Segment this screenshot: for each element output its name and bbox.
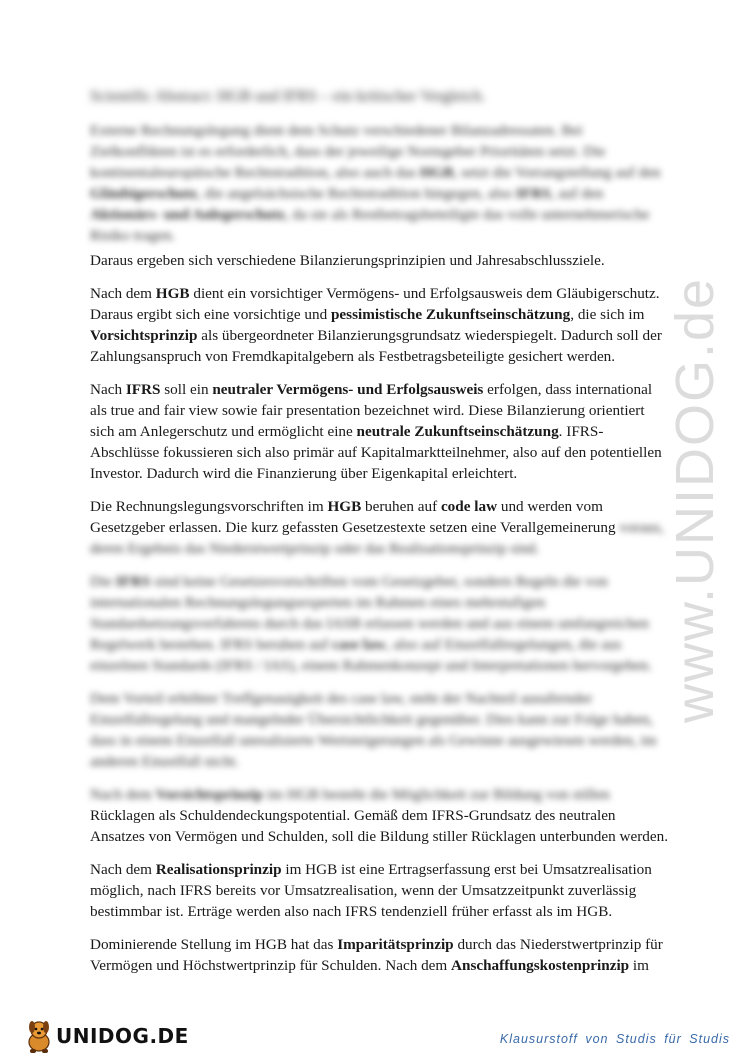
text-span: Nach dem (90, 786, 156, 803)
text-span: dient ein vorsichtiger Vermögens- und Erfolgsausweis dem Gläubigerschutz. Daraus ergibt sich eine vorsichtige und (90, 285, 660, 323)
watermark (660, 270, 730, 730)
bold-text: pessimistische Zukunftseinschätzung (330, 306, 571, 323)
logo-text: UNIDOG.DE (56, 1024, 189, 1048)
text-span: als übergeordneter Bilanzierungsgrundsatz wiederspiegelt. Dadurch soll der Zahlungsanspruch von Fremdkapitalgebern als Festbetragsbeteiligte gesichert werden. (90, 327, 662, 365)
text-span: im HGB ist eine Ertragserfassung erst bei Umsatzrealisation möglich, nach IFRS bereits vor Umsatzrealisation, wenn der Umsatzzeitpunkt zuverlässig bestimmbar ist. Erträge werden also nach IFRS tendenziell früher erfasst als im HGB. (90, 861, 652, 920)
text-span: im (629, 957, 649, 974)
bold-text: HGB (155, 285, 190, 302)
paragraph-7 (90, 784, 670, 847)
bold-text: IFRS (125, 381, 161, 398)
bold-text: HGB (327, 498, 362, 515)
bold-text: Anschaffungskostenprinzip (451, 957, 630, 974)
document-body (90, 88, 670, 988)
paragraph-5-blurred (90, 571, 670, 676)
text-span: , auf den (550, 185, 604, 202)
text-span: Rücklagen als Schuldendeckungspotential. Gemäß dem IFRS-Grundsatz des neutralen Ansatzes von Vermögen und Schulden, soll die Bildung stiller Rücklagen unterbunden werden. (90, 807, 668, 845)
text-span: , da sie als Restbetragsbeteiligte das volle unternehmerische Risiko tragen. (90, 206, 650, 244)
paragraph-1-blurred (90, 120, 670, 246)
watermark-text: www.UNIDOG.de (665, 276, 725, 724)
blurred-text: voraus, deren Ergebnis das Niederstwertprinzip oder das Realisationsprinzip sind. (90, 519, 664, 557)
blurred-line (90, 784, 670, 805)
bold-text: IFRS (115, 573, 151, 590)
text-span: . IFRS-Abschlüsse fokussieren sich also primär auf Kapitalmarktteilnehmer, also auf den potentiellen Investor. Dadurch wird die Finanzierung über Eigenkapital erleichtert. (90, 423, 662, 482)
bold-text: case law (332, 636, 386, 653)
text-span: Nach dem (90, 285, 156, 302)
text-span: Dominierende Stellung im HGB hat das (90, 936, 338, 953)
text-span: Externe Rechnungslegung dient dem Schutz verschiedener Bilanzadressaten. Bei Zielkonflikten ist es erforderlich, dass der jeweilige Normgeber Prioritäten setzt. Die kontinentaleuropäische Rechtstradition, also auch das (90, 122, 606, 181)
bold-text: neutraler Vermögens- und Erfolgsausweis (212, 381, 484, 398)
text-span: , setzt die Vorrangstellung auf den (453, 164, 661, 181)
paragraph-8 (90, 859, 670, 922)
unidog-logo[interactable] (24, 1016, 189, 1056)
text-span: soll ein (160, 381, 213, 398)
paragraph-4 (90, 496, 670, 559)
text-span: Nach dem (90, 861, 156, 878)
bold-text: Vorsichtsprinzip (155, 786, 264, 803)
paragraph-2 (90, 283, 670, 367)
page-footer (0, 1000, 750, 1060)
text-span: im HGB besteht die Möglichkeit zur Bildung von stillen (263, 786, 610, 803)
dog-mascot-icon (24, 1018, 54, 1054)
text-span: , die angelsächsische Rechtstradition hingegen, also (197, 185, 517, 202)
bold-text: IFRS (516, 185, 551, 202)
bold-text: Vorsichtsprinzip (90, 327, 198, 344)
text-span: Die (90, 573, 116, 590)
paragraph-6-blurred: Dem Vorteil erhöhter Treffgenauigkeit des case law, steht der Nachteil ausufernder Einzelfallregelung und mangelnder Übersichtlichkeit gegenüber. Dies kann zur Folge haben, dass in einem Einzelfall unrealisierte Wertsteigerungen als Gewinne ausgewiesen werden, im anderen Einzelfall nicht. (90, 690, 657, 770)
document-title: Scientific Abstract: HGB und IFRS – ein kritischer Vergleich. (90, 88, 486, 105)
bold-text: neutrale Zukunftseinschätzung (356, 423, 559, 440)
paragraph-9 (90, 934, 670, 976)
bold-text: Imparitätsprinzip (337, 936, 454, 953)
paragraph-3 (90, 379, 670, 484)
bold-text: HGB (419, 164, 454, 181)
text-span: und werden vom Gesetzgeber erlassen. Die kurz gefassten Gesetzestexte setzen eine Verallgemeinerung (90, 498, 620, 536)
text-span: , also auf Einzelfallregelungen, die aus einzelnen Standards (IFRS / IAS), einem Rahmenkonzept und Interpretationen hervorgehen. (90, 636, 652, 674)
paragraph-1-last-line: Daraus ergeben sich verschiedene Bilanzierungsprinzipien und Jahresabschlussziele. (90, 252, 605, 269)
bold-text: Gläubigerschutz (90, 185, 198, 202)
bold-text: Realisationsprinzip (155, 861, 282, 878)
text-span: erfolgen, dass international als true and fair view sowie fair presentation bezeichnet wird. Diese Bilanzierung orientiert sich am Anlegerschutz und ermöglicht eine (90, 381, 653, 440)
bold-text: Aktionärs- und Anlegerschutz (90, 206, 285, 223)
text-span: , die sich im (570, 306, 645, 323)
bold-text: code law (440, 498, 498, 515)
text-span: Die Rechnungslegungsvorschriften im (90, 498, 328, 515)
text-span: sind keine Gesetzesvorschriften vom Gesetzgeber, sondern Regeln die von internationalen Rechnungslegungsexperten im Rahmen eines mehrstufigen Standardsetzungsverfahrens durch das IASB erlassen werden und aus einem umfangreichen Regelwerk bestehen. IFRS beruhen auf (90, 573, 649, 653)
text-span: beruhen auf (361, 498, 441, 515)
text-span: Nach (90, 381, 126, 398)
text-span: durch das Niederstwertprinzip für Vermögen und Höchstwertprinzip für Schulden. Nach dem (90, 936, 663, 974)
footer-tagline: Klausurstoff von Studis für Studis (499, 1032, 730, 1046)
